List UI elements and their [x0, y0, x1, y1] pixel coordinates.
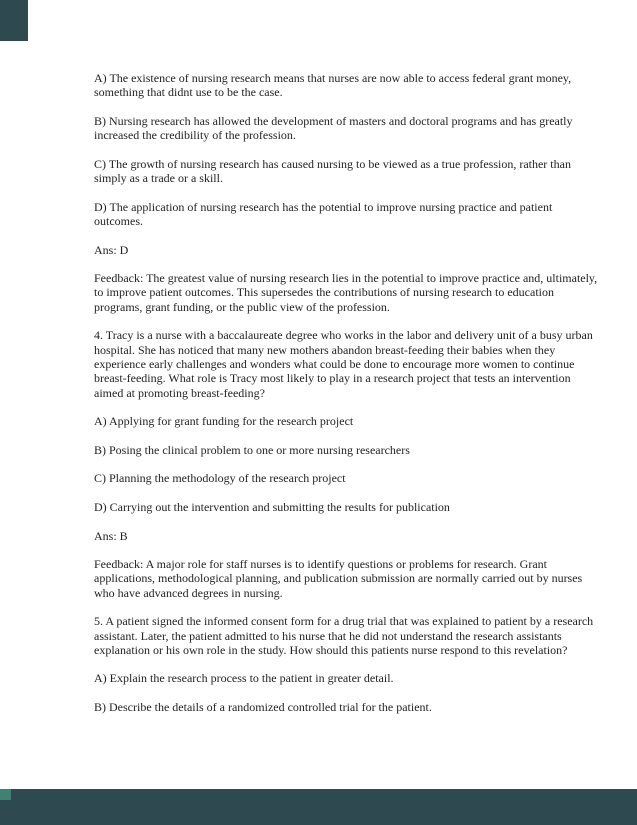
answer-option: A) Applying for grant funding for the research project	[94, 414, 354, 429]
viewer-accent-badge	[0, 789, 11, 800]
answer-option: B) Nursing research has allowed the development of masters and doctoral programs and has greatly increased the credibility of the profession.	[94, 113, 573, 143]
feedback-paragraph: Feedback: A major role for staff nurses is to identify questions or problems for research. Grant applications, methodological planning, and publication submission are normally carried out by nurses who have advanced degrees in nursing.	[94, 557, 583, 600]
answer-option: C) Planning the methodology of the research project	[94, 471, 346, 486]
answer-option: A) The existence of nursing research means that nurses are now able to access federal grant money, something that didnt use to be the case.	[94, 71, 572, 100]
question-paragraph: 4. Tracy is a nurse with a baccalaureate degree who works in the labor and delivery unit of a busy urban hospital. She has noticed that many new mothers abandon breast-feeding their babies when they experience early challenges and wonders what could be done to encourage more women to continue breast-feeding. What role is Tracy most likely to play in a research project that tests an intervention aimed at promoting breast-feeding?	[94, 328, 593, 400]
answer-option: B) Posing the clinical problem to one or more nursing researchers	[94, 442, 410, 457]
viewer-corner-overlay	[0, 0, 28, 41]
answer-option: D) The application of nursing research has the potential to improve nursing practice and patient outcomes.	[94, 199, 553, 228]
answer-key: Ans: D	[94, 242, 129, 257]
document-text-column	[94, 71, 599, 729]
answer-option: C) The growth of nursing research has caused nursing to be viewed as a true profession, rather than simply as a trade or a skill.	[94, 156, 571, 186]
answer-option: D) Carrying out the intervention and submitting the results for publication	[94, 499, 450, 514]
question-paragraph: 5. A patient signed the informed consent form for a drug trial that was explained to patient by a research assistant. Later, the patient admitted to his nurse that he did not understand the research assistants explanation or his own role in the study. How should this patients nurse respond to this revelation?	[94, 614, 594, 657]
feedback-paragraph: Feedback: The greatest value of nursing research lies in the potential to improve practice and, ultimately, to improve patient outcomes. This supersedes the contributions of nursing research to education programs, grant funding, or the public view of the profession.	[94, 271, 598, 314]
answer-key: Ans: B	[94, 528, 128, 543]
answer-option: B) Describe the details of a randomized controlled trial for the patient.	[94, 700, 432, 715]
answer-option: A) Explain the research process to the patient in greater detail.	[94, 671, 394, 686]
viewer-bottom-bar	[0, 789, 637, 825]
